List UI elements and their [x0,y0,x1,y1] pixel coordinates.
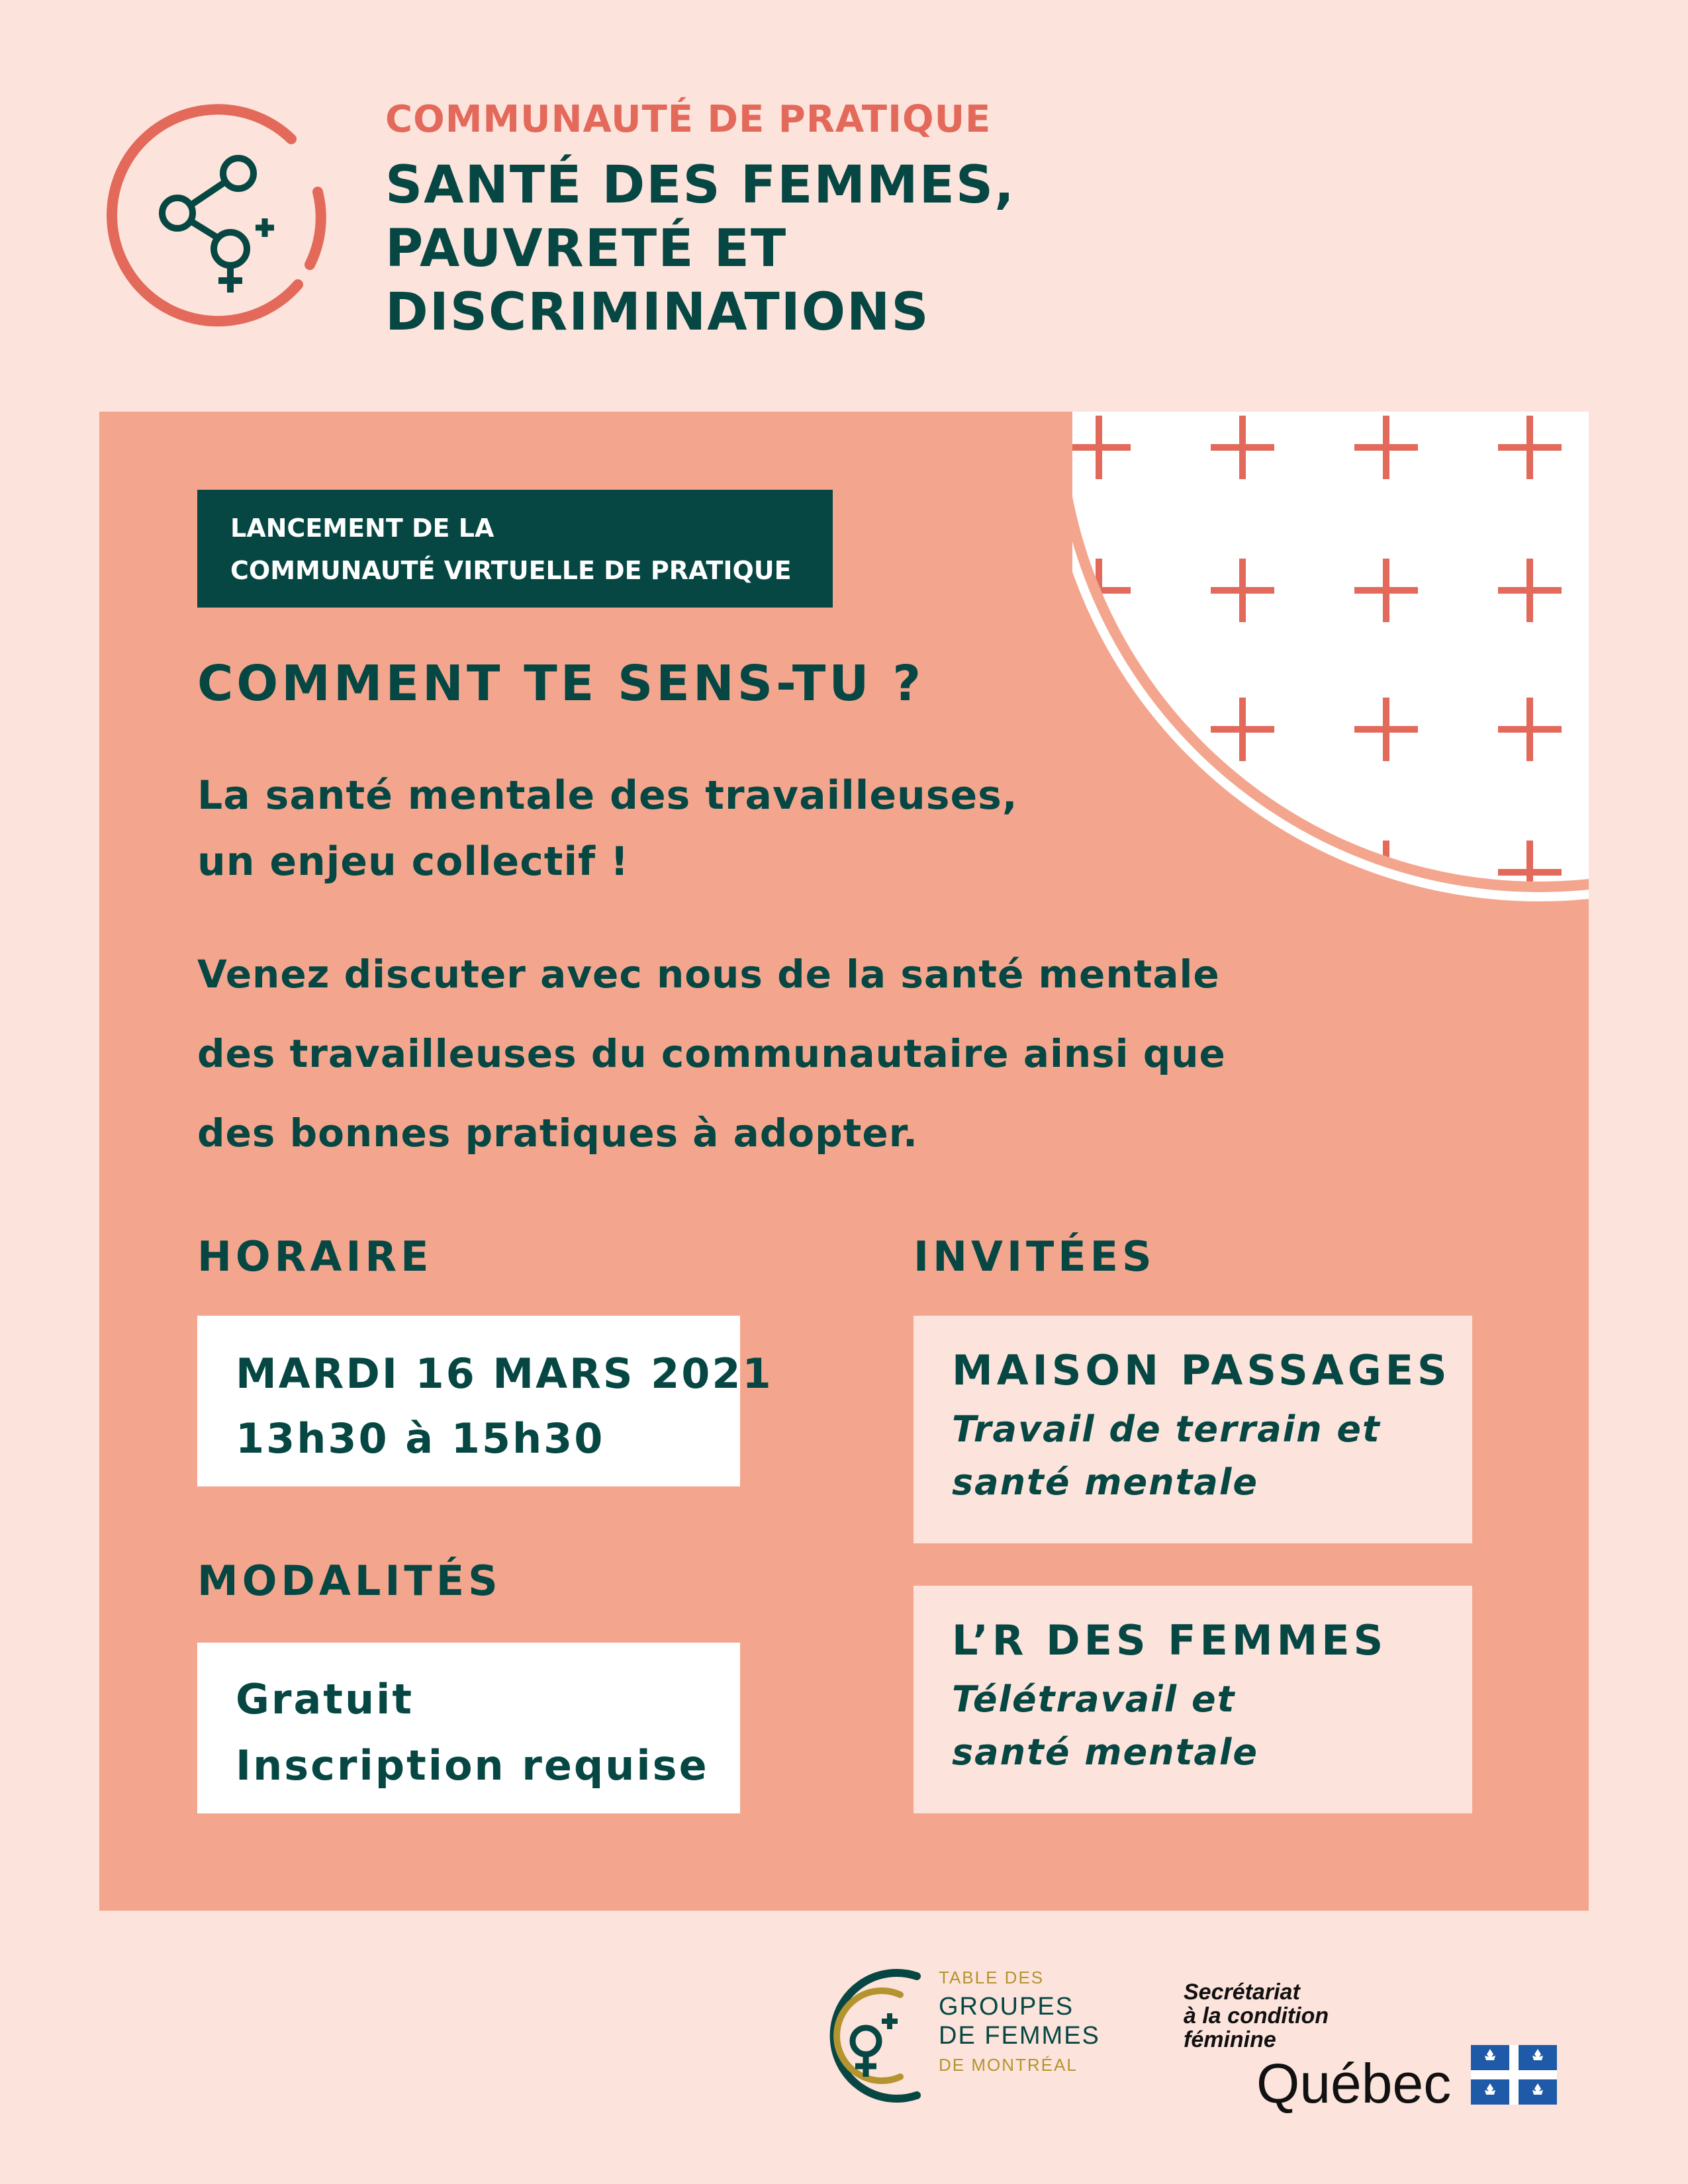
quebec-wordmark: Québec [1256,2052,1452,2115]
horaire-date: MARDI 16 MARS 2021 [236,1349,773,1398]
modalites-line: Gratuit [236,1675,414,1723]
plus-mark [1072,698,1131,761]
tgfm-logo-icon [794,1963,940,2109]
guest-topic: Travail de terrain et [952,1408,1381,1450]
headline: COMMENT TE SENS-TU ? [197,655,925,712]
guest-card [914,1316,1472,1543]
horaire-time: 13h30 à 15h30 [236,1414,605,1463]
badge-line: COMMUNAUTÉ VIRTUELLE DE PRATIQUE [230,556,792,585]
modalites-line: Inscription requise [236,1741,709,1790]
scf-line: féminine [1184,2027,1276,2052]
header-kicker: COMMUNAUTÉ DE PRATIQUE [385,98,992,141]
guest-topic: santé mentale [952,1461,1258,1503]
guest-topic: santé mentale [952,1731,1258,1773]
header-title-line: DISCRIMINATIONS [385,283,930,342]
scf-line: à la condition [1184,2003,1329,2028]
subhead-line: La santé mentale des travailleuses, [197,772,1018,819]
tgfm-line: DE FEMMES [939,2022,1100,2050]
horaire-label: HORAIRE [197,1232,433,1281]
header-title-line: PAUVRETÉ ET [385,219,788,279]
invitees-label: INVITÉES [914,1232,1156,1281]
guest-name: MAISON PASSAGES [952,1346,1451,1394]
modalites-card [197,1643,740,1813]
description-line: des bonnes pratiques à adopter. [197,1111,919,1156]
plus-mark [1211,841,1274,904]
guest-topic: Télétravail et [952,1678,1236,1720]
tgfm-line: TABLE DES [939,1968,1045,1987]
header-title-line: SANTÉ DES FEMMES, [385,156,1015,215]
modalites-label: MODALITÉS [197,1557,502,1605]
subhead-line: un enjeu collectif ! [197,839,630,885]
description [197,934,1226,1173]
launch-badge [197,490,833,608]
horaire-card [197,1316,773,1486]
header-title [385,154,1047,344]
guest-card [914,1586,1472,1813]
main-panel [99,412,1589,1911]
description-line: des travailleuses du communautaire ainsi que [197,1031,1226,1076]
guest-name: L’R DES FEMMES [952,1616,1387,1664]
tgfm-name [939,1963,1100,2079]
subhead [197,762,1018,895]
plus-mark [1072,841,1131,904]
plus-pattern [1072,412,1589,954]
quebec-flag-icon [1471,2045,1557,2105]
network-female-icon [99,99,338,338]
tgfm-line: DE MONTRÉAL [939,2055,1078,2075]
scf-line: Secrétariat [1184,1979,1300,2005]
badge-line: LANCEMENT DE LA [230,514,494,543]
scf-name [1184,1980,1329,2052]
tgfm-line: GROUPES [939,1993,1074,2021]
description-line: Venez discuter avec nous de la santé mentale [197,952,1220,997]
